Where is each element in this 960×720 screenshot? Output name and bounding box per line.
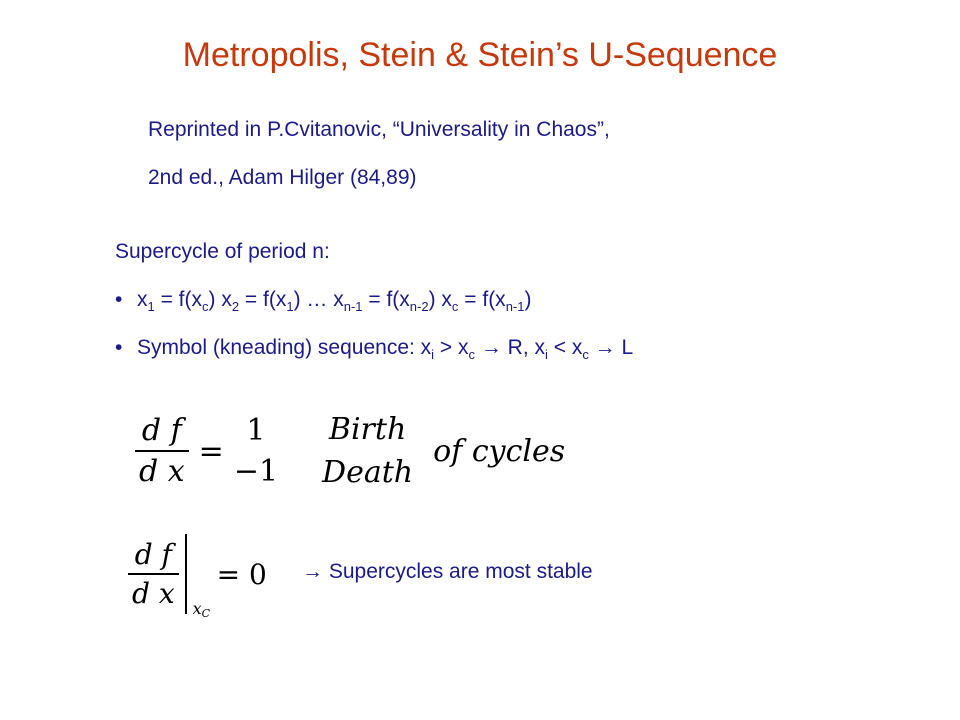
subscript: 2 <box>231 299 240 314</box>
reference-line-1: Reprinted in P.Cvitanovic, “Universality in Chaos”, <box>148 118 610 141</box>
value-minus-one: −1 <box>233 454 279 489</box>
subscript: n-1 <box>343 299 363 314</box>
subscript: c <box>468 347 475 362</box>
equation-supercycle-derivative <box>128 534 267 620</box>
denominator: d x <box>128 573 179 610</box>
text: Symbol (kneading) sequence: x <box>137 336 432 359</box>
plus-minus-one-stack <box>234 413 278 489</box>
text: ) <box>524 288 532 311</box>
text: > x <box>434 336 469 359</box>
text: → L <box>588 336 634 359</box>
subscript: n-1 <box>505 299 525 314</box>
bullet-iteration <box>115 288 531 312</box>
equation-birth-death <box>135 412 565 490</box>
birth-death-stack <box>322 412 413 490</box>
numerator: d f <box>141 413 182 448</box>
text: ) x <box>208 288 232 311</box>
subscript: 1 <box>147 299 155 314</box>
evaluation-point <box>193 599 210 618</box>
death-label: Death <box>322 455 414 490</box>
text: x <box>137 288 148 311</box>
bullet-marker: • <box>115 288 123 311</box>
text: ) … x <box>293 288 344 311</box>
subscript: c <box>582 347 589 362</box>
slide-title: Metropolis, Stein & Stein’s U-Sequence <box>182 36 778 74</box>
text: < x <box>547 336 583 359</box>
eval-var: x <box>192 599 202 618</box>
bullet-kneading-sequence <box>115 336 633 360</box>
subscript: c <box>202 299 209 314</box>
derivative-fraction <box>128 538 179 610</box>
subscript: i <box>431 347 435 362</box>
derivative-fraction <box>135 413 189 489</box>
equals-sign: = <box>198 433 224 469</box>
text: → R, x <box>475 336 546 359</box>
reference-line-2: 2nd ed., Adam Hilger (84,89) <box>148 166 417 189</box>
text: = f(x <box>362 288 410 311</box>
of-cycles-label: of cycles <box>433 433 566 469</box>
text: = f(x <box>458 288 506 311</box>
bullet-marker: • <box>115 336 123 359</box>
subscript: i <box>545 347 548 362</box>
subscript: n-2 <box>409 299 429 314</box>
text: = f(x <box>154 288 202 311</box>
evaluation-bar <box>185 534 211 620</box>
stability-note: → Supercycles are most stable <box>302 560 593 583</box>
numerator: d f <box>134 538 172 571</box>
value-one: 1 <box>246 413 266 448</box>
equals-zero: = 0 <box>216 557 267 591</box>
text: = f(x <box>239 288 287 311</box>
denominator: d x <box>135 450 189 489</box>
subscript: 1 <box>286 299 294 314</box>
birth-label: Birth <box>328 412 407 447</box>
supercycle-heading: Supercycle of period n: <box>115 240 330 263</box>
text: ) x <box>428 288 452 311</box>
eval-sub: C <box>201 607 211 620</box>
subscript: c <box>451 299 459 314</box>
